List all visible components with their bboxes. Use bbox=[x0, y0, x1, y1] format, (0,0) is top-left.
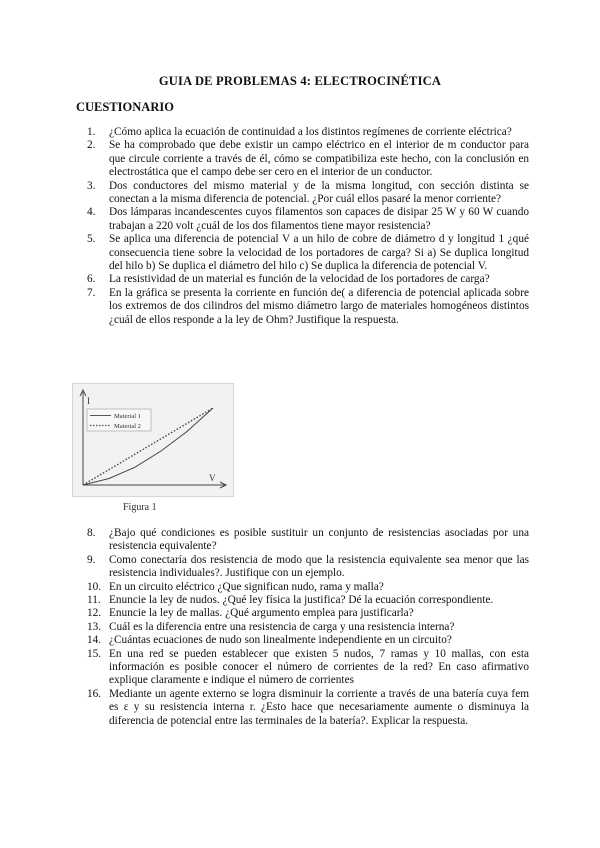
question-number: 1. bbox=[87, 126, 96, 138]
question-text: Enuncie la ley de mallas. ¿Qué argumento emplea para justificarla? bbox=[109, 607, 414, 620]
question-text: Como conectaría dos resistencia de modo que la resistencia equivalente sea menor que las resistencia individuales?. Justifique con un ejemplo. bbox=[109, 553, 529, 580]
question-item bbox=[87, 233, 529, 273]
question-text: Se ha comprobado que debe existir un campo eléctrico en el interior de m conductor para que circule corriente a través de él, cómo se compatibiliza este hecho, con la conclusión en electrostática que el campo debe ser cero en el interior de un conductor. bbox=[109, 139, 529, 179]
question-item bbox=[87, 648, 529, 688]
question-item bbox=[87, 287, 529, 327]
question-number: 4. bbox=[87, 206, 96, 219]
figure-caption: Figura 1 bbox=[123, 502, 157, 513]
question-item bbox=[87, 206, 529, 233]
question-item bbox=[87, 634, 529, 647]
question-number: 7. bbox=[87, 286, 96, 299]
question-number: 12. bbox=[87, 607, 102, 620]
question-text: Dos conductores del mismo material y de la misma longitud, con sección distinta se conectan a la misma diferencia de potencial. ¿Por cuál ellos pasaré la menor corriente? bbox=[109, 179, 529, 206]
question-text: En la gráfica se presenta la corriente en función de( a diferencia de potencial aplicada sobre los extremos de dos cilindros del mismo diámetro largo de materiales homogéneos distintos ¿cuál de ellos responde a la ley de Ohm? Justifique la respuesta. bbox=[109, 286, 529, 326]
question-number: 14. bbox=[87, 634, 102, 647]
question-item bbox=[87, 688, 529, 728]
question-text: En un circuito eléctrico ¿Que significan nudo, rama y malla? bbox=[109, 580, 384, 593]
section-heading: CUESTIONARIO bbox=[76, 100, 174, 114]
question-item bbox=[87, 273, 529, 286]
question-number: 5. bbox=[87, 233, 96, 246]
question-text: La resistividad de un material es función de la velocidad de los portadores de carga? bbox=[109, 273, 490, 286]
question-text: Mediante un agente externo se logra disminuir la corriente a través de una batería cuya fem es ε y su resistencia interna r. ¿Esto hace que necesariamente aumente o disminuya la diferencia de potencial entre las terminales de la batería?. Explicar la respuesta. bbox=[109, 687, 529, 727]
y-axis-label: I bbox=[87, 396, 90, 406]
question-number: 9. bbox=[87, 553, 96, 566]
question-item bbox=[87, 594, 529, 607]
question-number: 3. bbox=[87, 179, 96, 192]
question-number: 15. bbox=[87, 647, 102, 660]
question-item bbox=[87, 139, 529, 179]
question-item bbox=[87, 621, 529, 634]
figure-plot bbox=[72, 383, 234, 497]
question-item bbox=[87, 126, 529, 139]
legend-label-material-2: Material 2 bbox=[114, 423, 141, 430]
question-number: 2. bbox=[87, 139, 96, 152]
iv-chart bbox=[73, 384, 233, 496]
question-item bbox=[87, 607, 529, 620]
question-number: 13. bbox=[87, 620, 102, 633]
question-item bbox=[87, 554, 529, 581]
question-text: ¿Cómo aplica la ecuación de continuidad a los distintos regímenes de corriente eléctrica? bbox=[109, 126, 512, 138]
question-list-1 bbox=[87, 126, 529, 327]
question-text: Enuncie la ley de nudos. ¿Qué ley física la justifica? Dé la ecuación correspondiente. bbox=[109, 594, 494, 607]
page-title: GUIA DE PROBLEMAS 4: ELECTROCINÉTICA bbox=[158, 74, 442, 88]
question-text: En una red se pueden establecer que existen 5 nudos, 7 ramas y 10 mallas, con esta información es posible conocer el número de corrientes de la red? En caso afirmativo explique claramente e indique el número de corrientes bbox=[109, 647, 529, 687]
question-text: ¿Cuántas ecuaciones de nudo son linealmente independiente en un circuito? bbox=[109, 634, 452, 647]
x-axis-label: V bbox=[209, 473, 216, 483]
question-text: ¿Bajo qué condiciones es posible sustituir un conjunto de resistencias asociadas por una resistencia equivalente? bbox=[109, 527, 529, 553]
question-number: 11. bbox=[87, 594, 101, 607]
question-text: Cuál es la diferencia entre una resistencia de carga y una resistencia interna? bbox=[109, 620, 455, 633]
question-number: 10. bbox=[87, 580, 102, 593]
question-text: Dos lámparas incandescentes cuyos filamentos son capaces de disipar 25 W y 60 W cuando trabajan a 220 volt ¿cuál de los dos filamentos tiene mayor resistencia? bbox=[109, 206, 529, 232]
question-number: 16. bbox=[87, 687, 102, 700]
question-number: 6. bbox=[87, 273, 96, 286]
question-number: 8. bbox=[87, 527, 96, 539]
legend-label-material-1: Material 1 bbox=[114, 413, 141, 420]
question-list-2 bbox=[87, 527, 529, 728]
question-item bbox=[87, 581, 529, 594]
question-item bbox=[87, 180, 529, 207]
question-text: Se aplica una diferencia de potencial V a un hilo de cobre de diámetro d y longitud 1 ¿qué consecuencia tiene sobre la velocidad de los portadores de carga? Si a) Se duplica longitud del hilo b) Se duplica el diámetro del hilo c) Se duplica la diferencia de potencial V. bbox=[109, 233, 529, 273]
question-item bbox=[87, 527, 529, 554]
